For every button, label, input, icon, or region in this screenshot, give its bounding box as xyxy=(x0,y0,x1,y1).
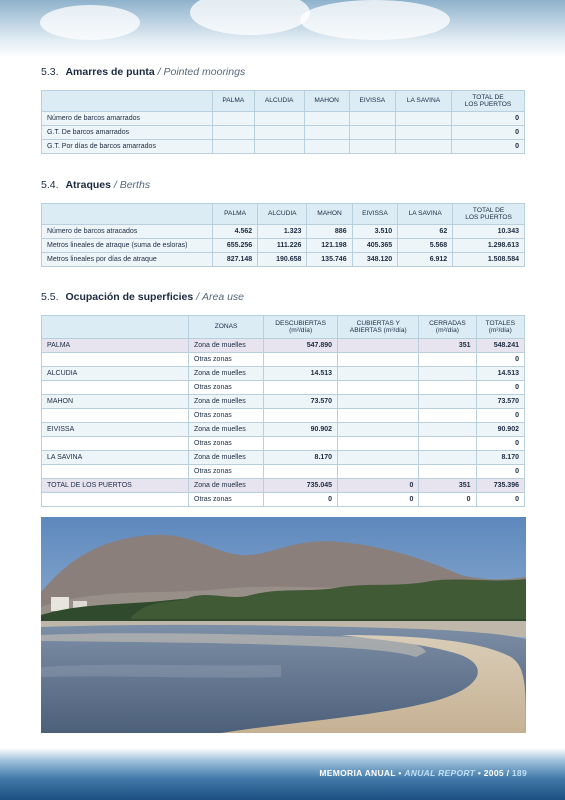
table-row xyxy=(42,479,525,493)
title-separator: / xyxy=(113,179,117,191)
value-cell xyxy=(338,353,419,367)
value-cell: 351 xyxy=(419,339,476,353)
table-row xyxy=(42,126,525,140)
port-name xyxy=(42,409,189,423)
value-cell: 8.170 xyxy=(476,451,525,465)
section-title-es: Amarres de punta xyxy=(65,66,155,78)
port-name: LA SAVINA xyxy=(42,451,189,465)
value-cell xyxy=(254,112,304,126)
value-cell xyxy=(396,126,452,140)
value-cell xyxy=(349,140,395,154)
header-corner-cell xyxy=(42,204,213,225)
table-row xyxy=(42,493,525,507)
column-header-line: (m²/día) xyxy=(289,327,313,334)
value-cell xyxy=(419,451,476,465)
value-cell: 0 xyxy=(419,493,476,507)
value-cell xyxy=(213,126,255,140)
table-row xyxy=(42,225,525,239)
table-row xyxy=(42,353,525,367)
value-cell xyxy=(419,409,476,423)
value-cell xyxy=(338,395,419,409)
value-cell: 121.198 xyxy=(307,239,352,253)
section-title-5-3 xyxy=(41,66,245,78)
value-cell xyxy=(419,465,476,479)
value-cell xyxy=(304,140,349,154)
value-cell xyxy=(264,353,338,367)
cloud-shape xyxy=(40,5,140,40)
footer-report-title-es: MEMORIA ANUAL xyxy=(319,768,396,778)
value-cell xyxy=(254,126,304,140)
table-row xyxy=(42,112,525,126)
value-cell: 351 xyxy=(419,479,476,493)
column-header: MAHON xyxy=(304,91,349,112)
table-row xyxy=(42,367,525,381)
value-cell xyxy=(338,437,419,451)
value-cell xyxy=(338,465,419,479)
column-header-line: TOTALES xyxy=(485,319,515,327)
footer-separator: / xyxy=(506,768,510,778)
value-cell: 348.120 xyxy=(352,253,398,267)
port-name xyxy=(42,493,189,507)
footer-year: 2005 xyxy=(483,768,504,778)
table-row xyxy=(42,451,525,465)
row-label: Metros lineales de atraque (suma de esloras) xyxy=(42,239,213,253)
value-cell xyxy=(304,126,349,140)
cloud-shape xyxy=(300,0,450,40)
value-cell xyxy=(213,140,255,154)
value-cell: 73.570 xyxy=(264,395,338,409)
table-row xyxy=(42,409,525,423)
column-header xyxy=(419,316,476,339)
total-cell: 1.508.584 xyxy=(453,253,525,267)
total-header-line: TOTAL DE xyxy=(472,93,504,101)
zone-name: Otras zonas xyxy=(189,465,264,479)
value-cell xyxy=(213,112,255,126)
section-title-es: Atraques xyxy=(65,179,111,191)
table-row xyxy=(42,465,525,479)
total-cell: 0 xyxy=(452,126,525,140)
value-cell xyxy=(349,112,395,126)
zone-name: Zona de muelles xyxy=(189,423,264,437)
column-header-line: CUBIERTAS Y xyxy=(356,319,400,327)
column-header-line: ABIERTAS (m²/día) xyxy=(349,327,407,334)
table-row xyxy=(42,253,525,267)
value-cell: 6.912 xyxy=(398,253,453,267)
total-column-header xyxy=(453,204,525,225)
value-cell: 548.241 xyxy=(476,339,525,353)
row-label: G.T. Por días de barcos amarrados xyxy=(42,140,213,154)
value-cell: 135.746 xyxy=(307,253,352,267)
section-number: 5.4. xyxy=(41,179,59,191)
value-cell xyxy=(419,381,476,395)
value-cell: 547.890 xyxy=(264,339,338,353)
title-separator: / xyxy=(157,66,161,78)
value-cell xyxy=(338,451,419,465)
column-header: EIVISSA xyxy=(349,91,395,112)
value-cell xyxy=(264,409,338,423)
value-cell: 0 xyxy=(476,353,525,367)
footer-report-title-en: ANUAL REPORT xyxy=(404,768,476,778)
value-cell xyxy=(264,381,338,395)
value-cell: 735.396 xyxy=(476,479,525,493)
page-footer xyxy=(319,768,527,778)
value-cell xyxy=(396,112,452,126)
zone-name: Otras zonas xyxy=(189,437,264,451)
value-cell xyxy=(338,409,419,423)
table-row xyxy=(42,395,525,409)
port-name: EIVISSA xyxy=(42,423,189,437)
column-header xyxy=(476,316,525,339)
footer-bullet: • xyxy=(398,768,402,778)
value-cell: 0 xyxy=(476,381,525,395)
column-header-line: (m²/día) xyxy=(488,327,512,334)
column-header xyxy=(189,316,264,339)
column-header: PALMA xyxy=(213,91,255,112)
value-cell: 735.045 xyxy=(264,479,338,493)
value-cell xyxy=(338,367,419,381)
zone-name: Otras zonas xyxy=(189,381,264,395)
value-cell: 90.902 xyxy=(476,423,525,437)
column-header: LA SAVINA xyxy=(398,204,453,225)
header-corner-cell xyxy=(42,91,213,112)
value-cell: 886 xyxy=(307,225,352,239)
port-name: ALCUDIA xyxy=(42,367,189,381)
column-header: LA SAVINA xyxy=(396,91,452,112)
zone-name: Otras zonas xyxy=(189,493,264,507)
beach-photo-illustration xyxy=(41,517,526,733)
value-cell: 111.226 xyxy=(258,239,307,253)
value-cell: 0 xyxy=(338,493,419,507)
value-cell xyxy=(254,140,304,154)
value-cell: 14.513 xyxy=(476,367,525,381)
value-cell xyxy=(264,465,338,479)
table-header-row xyxy=(42,204,525,225)
value-cell: 190.658 xyxy=(258,253,307,267)
section-title-5-4 xyxy=(41,179,150,191)
area-use-table xyxy=(41,315,525,507)
value-cell: 0 xyxy=(338,479,419,493)
row-label: Número de barcos atracados xyxy=(42,225,213,239)
section-title-en: Berths xyxy=(119,179,151,191)
value-cell: 0 xyxy=(476,409,525,423)
total-cell: 0 xyxy=(452,112,525,126)
port-name: MAHON xyxy=(42,395,189,409)
port-name: TOTAL DE LOS PUERTOS xyxy=(42,479,189,493)
value-cell: 73.570 xyxy=(476,395,525,409)
total-cell: 10.343 xyxy=(453,225,525,239)
column-header: ALCUDIA xyxy=(258,204,307,225)
total-cell: 0 xyxy=(452,140,525,154)
port-name: PALMA xyxy=(42,339,189,353)
total-header-line: LOS PUERTOS xyxy=(465,214,512,221)
value-cell: 827.148 xyxy=(213,253,258,267)
value-cell: 655.256 xyxy=(213,239,258,253)
port-name xyxy=(42,353,189,367)
table-row xyxy=(42,381,525,395)
row-label: Metros lineales por días de atraque xyxy=(42,253,213,267)
column-header-line: (m²/día) xyxy=(435,327,459,334)
section-title-5-5 xyxy=(41,291,244,303)
zone-name: Otras zonas xyxy=(189,409,264,423)
section-title-en: Pointed moorings xyxy=(163,66,246,78)
zone-name: Zona de muelles xyxy=(189,367,264,381)
value-cell xyxy=(419,353,476,367)
column-header: MAHON xyxy=(307,204,352,225)
table-row xyxy=(42,339,525,353)
table-row xyxy=(42,437,525,451)
table-row xyxy=(42,423,525,437)
value-cell: 4.562 xyxy=(213,225,258,239)
zone-name: Zona de muelles xyxy=(189,339,264,353)
column-header: EIVISSA xyxy=(352,204,398,225)
zone-name: Zona de muelles xyxy=(189,479,264,493)
title-separator: / xyxy=(196,291,200,303)
value-cell xyxy=(419,423,476,437)
port-name xyxy=(42,437,189,451)
value-cell xyxy=(419,437,476,451)
column-header: PALMA xyxy=(213,204,258,225)
table-header-row xyxy=(42,91,525,112)
total-header-line: TOTAL DE xyxy=(472,206,505,214)
value-cell: 0 xyxy=(476,437,525,451)
value-cell: 3.510 xyxy=(352,225,398,239)
berths-table xyxy=(41,203,525,267)
value-cell: 0 xyxy=(476,465,525,479)
row-label: Número de barcos amarrados xyxy=(42,112,213,126)
header-sky-banner xyxy=(0,0,565,58)
zone-name: Otras zonas xyxy=(189,353,264,367)
port-name xyxy=(42,381,189,395)
value-cell: 62 xyxy=(398,225,453,239)
value-cell: 14.513 xyxy=(264,367,338,381)
zone-name: Zona de muelles xyxy=(189,451,264,465)
value-cell: 0 xyxy=(264,493,338,507)
table-header-row xyxy=(42,316,525,339)
value-cell xyxy=(264,437,338,451)
total-column-header xyxy=(452,91,525,112)
cloud-shape xyxy=(190,0,310,35)
beach-photo xyxy=(41,517,526,733)
column-header-line: ZONAS xyxy=(214,323,238,331)
column-header-line: DESCUBIERTAS xyxy=(275,319,326,327)
column-header-line: CERRADAS xyxy=(429,319,466,327)
value-cell: 0 xyxy=(476,493,525,507)
value-cell: 5.568 xyxy=(398,239,453,253)
section-number: 5.5. xyxy=(41,291,59,303)
header-corner-cell xyxy=(42,316,189,339)
column-header: ALCUDIA xyxy=(254,91,304,112)
value-cell: 90.902 xyxy=(264,423,338,437)
table-row xyxy=(42,140,525,154)
table-row xyxy=(42,239,525,253)
column-header xyxy=(264,316,338,339)
value-cell xyxy=(349,126,395,140)
value-cell xyxy=(338,423,419,437)
row-label: G.T. De barcos amarrados xyxy=(42,126,213,140)
value-cell: 405.365 xyxy=(352,239,398,253)
value-cell: 8.170 xyxy=(264,451,338,465)
value-cell xyxy=(419,367,476,381)
value-cell: 1.323 xyxy=(258,225,307,239)
value-cell xyxy=(419,395,476,409)
zone-name: Zona de muelles xyxy=(189,395,264,409)
value-cell xyxy=(338,381,419,395)
port-name xyxy=(42,465,189,479)
pointed-moorings-table xyxy=(41,90,525,154)
footer-bullet: • xyxy=(477,768,482,778)
column-header xyxy=(338,316,419,339)
section-title-en: Area use xyxy=(202,291,245,303)
value-cell xyxy=(396,140,452,154)
section-number: 5.3. xyxy=(41,66,59,78)
value-cell xyxy=(304,112,349,126)
value-cell xyxy=(338,339,419,353)
page-number: 189 xyxy=(511,768,527,778)
total-header-line: LOS PUERTOS xyxy=(464,101,512,108)
section-title-es: Ocupación de superficies xyxy=(65,291,194,303)
total-cell: 1.298.613 xyxy=(453,239,525,253)
